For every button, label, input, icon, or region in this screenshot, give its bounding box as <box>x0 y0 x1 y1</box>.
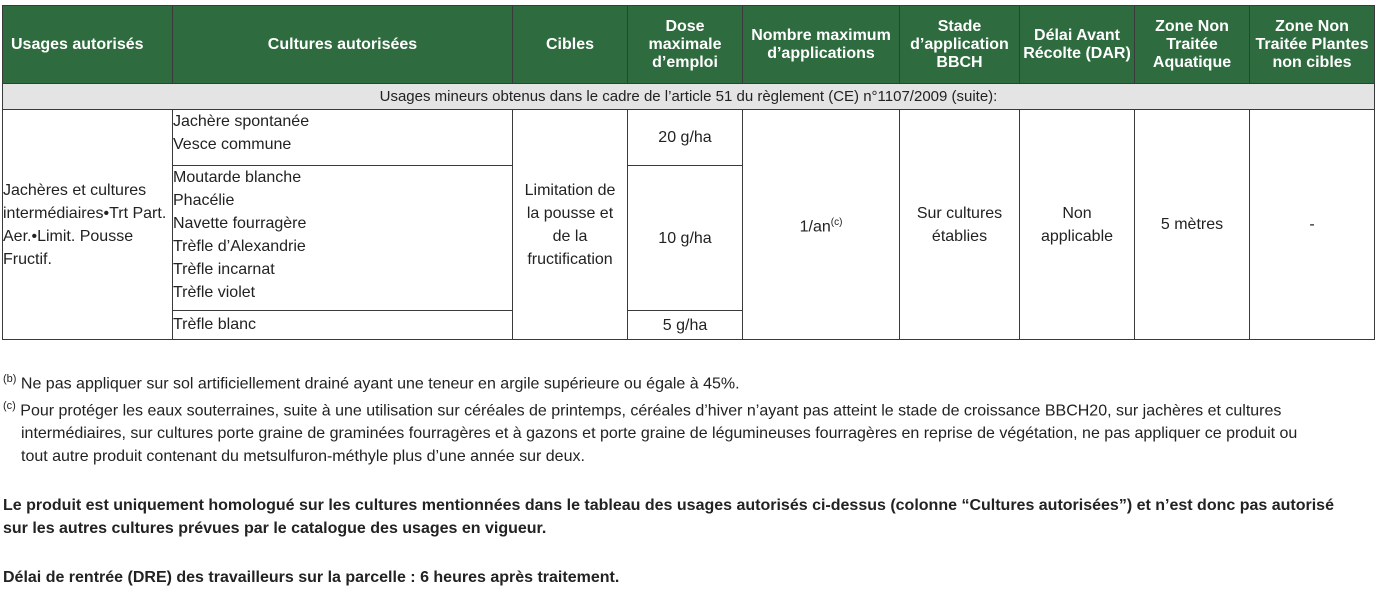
footnote-b-text: Ne pas appliquer sur sol artificiellement drainé ayant une teneur en argile supérieure ou égale à 45%. <box>20 375 740 393</box>
footnote-b-mark: (b) <box>3 373 17 385</box>
homologation-statement <box>3 494 1375 540</box>
dose-cell: 5 g/ha <box>628 311 743 340</box>
header-cibles: Cibles <box>513 6 628 84</box>
footnote-c-line2: intermédiaires, sur cultures porte graine de graminées fourragères et à gazons et porte graine de légumineuses fourragères en reprise de végétation, ne pas appliquer ce produit ou <box>21 425 1298 443</box>
usage-table <box>2 5 1375 340</box>
header-cultures: Cultures autorisées <box>173 6 513 84</box>
header-nombre-applications: Nombre maximum d’applications <box>743 6 900 84</box>
crop-item: Trèfle incarnat <box>173 261 275 278</box>
target-cell: Limitation de la pousse et de la fructification <box>513 110 628 340</box>
table-row <box>3 110 1375 166</box>
footnote-c-line3: tout autre produit contenant du metsulfuron-méthyle plus d’une année sur deux. <box>21 448 585 466</box>
crops-group-1 <box>173 110 513 166</box>
header-dar: Délai Avant Récolte (DAR) <box>1020 6 1135 84</box>
znt-plants-cell: - <box>1250 110 1375 340</box>
crop-item: Navette fourragère <box>173 215 307 232</box>
stage-cell: Sur cultures établies <box>900 110 1020 340</box>
header-row <box>3 6 1375 84</box>
homologation-line1: Le produit est uniquement homologué sur les cultures mentionnées dans le tableau des usages autorisés ci-dessus (colonne “Cultures autorisées”) et n’est donc pas autorisé <box>3 497 1334 514</box>
header-znt-aquatique: Zone Non Traitée Aquatique <box>1135 6 1250 84</box>
header-dose: Dose maximale d’emploi <box>628 6 743 84</box>
crop-item: Trèfle d’Alexandrie <box>173 238 306 255</box>
usage-cell: Jachères et cultures intermédiaires•Trt Part. Aer.•Limit. Pousse Fructif. <box>3 110 173 340</box>
crops-group-3 <box>173 311 513 340</box>
crop-item: Jachère spontanée <box>173 113 310 130</box>
dose-cell: 20 g/ha <box>628 110 743 166</box>
dre-statement: Délai de rentrée (DRE) des travailleurs sur la parcelle : 6 heures après traitement. <box>3 569 620 586</box>
crop-item: Vesce commune <box>173 136 292 153</box>
max-applications-cell <box>743 110 900 340</box>
znt-aquatic-cell: 5 mètres <box>1135 110 1250 340</box>
footnote-c-line1: Pour protéger les eaux souterraines, suite à une utilisation sur céréales de printemps, céréales d’hiver n’ayant pas atteint le stade de croissance BBCH20, sur jachères et cultures <box>20 402 1282 420</box>
header-stade: Stade d’application BBCH <box>900 6 1020 84</box>
crop-item: Moutarde blanche <box>173 169 302 186</box>
header-znt-plantes: Zone Non Traitée Plantes non cibles <box>1250 6 1375 84</box>
footnote-ref-c: (c) <box>830 216 843 228</box>
header-usages: Usages autorisés <box>3 6 173 84</box>
subheader-text: Usages mineurs obtenus dans le cadre de l’article 51 du règlement (CE) n°1107/2009 (suite): <box>3 84 1375 110</box>
crops-group-2 <box>173 166 513 311</box>
crop-item: Trèfle blanc <box>173 316 256 333</box>
crop-item: Phacélie <box>173 192 235 209</box>
max-applications-value: 1/an <box>799 218 831 236</box>
dar-cell: Non applicable <box>1020 110 1135 340</box>
subheader-row <box>3 84 1375 110</box>
footnote-c <box>3 395 1373 468</box>
homologation-line2: sur les autres cultures prévues par le catalogue des usages en vigueur. <box>3 520 547 537</box>
footnote-c-mark: (c) <box>3 400 16 412</box>
dose-cell: 10 g/ha <box>628 166 743 311</box>
footnote-b <box>3 368 1373 395</box>
crop-item: Trèfle violet <box>173 284 256 301</box>
